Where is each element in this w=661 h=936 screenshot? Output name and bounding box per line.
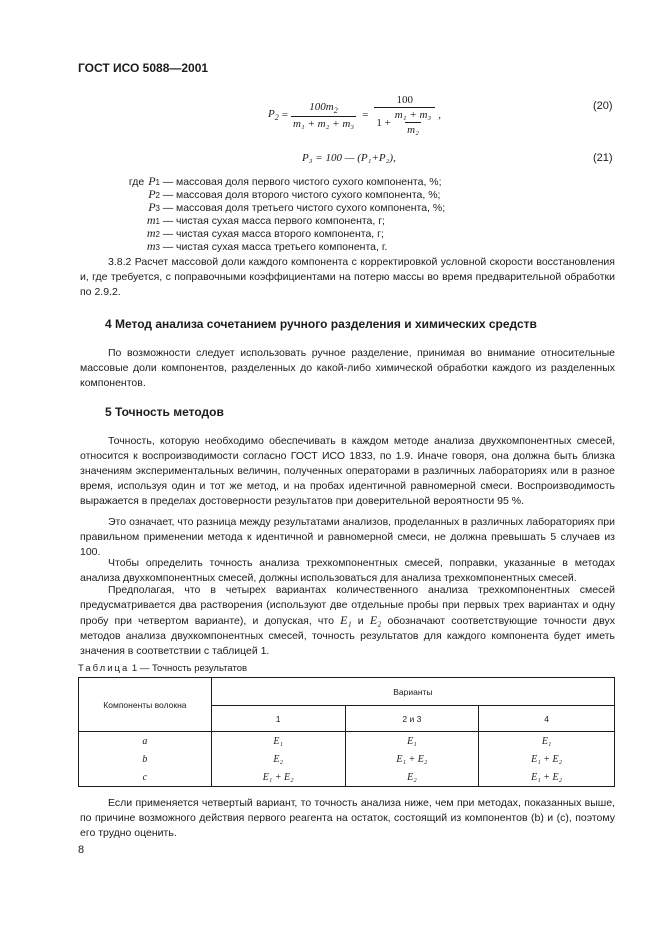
section-5-paragraph-1: Точность, которую необходимо обеспечивать в каждом методе анализа двухкомпонентных смесей, относится к воспроизводимости согласно ГОСТ ИСО 1833, по 1.9. Иначе говоря, она должна быть близка значениям экспериментальных величин, полученных операторами в различных лабораториях или в разное время, используя один и тот же метод, и на пробах идентичной равномерной смеси. Воспроизводимость выражается в пределах достоверности результатов при доверительной вероятности 95 %. [80, 435, 615, 507]
legend-row: m 3 — чистая сухая масса третьего компонента, г. [146, 239, 388, 253]
table-cell: E₁ [479, 732, 615, 751]
table-cell: E₁ + E₂ [211, 768, 345, 787]
page-header: ГОСТ ИСО 5088—2001 [78, 61, 209, 75]
table-cell: b [79, 750, 212, 768]
section-4-paragraph: По возможности следует использовать ручное разделение, принимая во внимание относительные массовые доли компонентов, разделенных до какой-либо химической обработки каждого из разделенных компонентов. [80, 347, 615, 389]
section-5-paragraph-3: Чтобы определить точность анализа трехкомпонентных смесей, поправки, указанные в методах анализа двухкомпонентных смесей, должны использоваться для анализа трехкомпонентных смесей. [80, 557, 615, 584]
equation-21-number: (21) [593, 152, 613, 164]
legend-row: m 1 — чистая сухая масса первого компонента, г; [146, 213, 385, 227]
table-cell: E₁ + E₂ [479, 768, 615, 787]
equation-20: $P_2$ = $\frac{100m_2}{\text{m₁ + m₂ + m₃}}$ = 100 1 + $\frac{\text{m₁ + m₃}}{\text{m₂}}$ , [268, 94, 442, 136]
table-caption: Таблица 1 — Точность результатов [78, 663, 248, 674]
page-number: 8 [78, 844, 85, 856]
table-row [79, 750, 615, 768]
table-cell: a [79, 732, 212, 751]
section-5-paragraph-2: Это означает, что разница между результатами анализов, проделанных в различных лабораториях при правильном применении метода к идентичной и равномерной смеси, не должна превышать 5 случаев из 100. [80, 516, 615, 558]
eq20-fraction-1: $\frac{100m_2}{\text{m₁ + m₂ + m₃}}$ [292, 100, 355, 130]
legend-row: m 2 — чистая сухая масса второго компонента, г; [146, 226, 384, 240]
table-row [79, 732, 615, 751]
paragraph-3-8-2: 3.8.2 Расчет массовой доли каждого компонента с корректировкой условной скорости восстановления и, где требуется, с поправочными коэффициентами на потерю массы во время предварительной обработки по 2.9.2. [80, 256, 615, 298]
eq20-fraction-2: 100 1 + $\frac{\text{m₁ + m₃}}{\text{m₂}}$ [374, 94, 435, 136]
table-cell: E₁ + E₂ [345, 750, 479, 768]
eq20-lhs: $P_2$ [268, 108, 279, 122]
accuracy-table [78, 677, 615, 787]
legend-row: P 3 — массовая доля третьего чистого сухого компонента, %; [148, 200, 446, 214]
table-header-components: Компоненты волокна [79, 678, 212, 732]
table-cell: E₁ + E₂ [479, 750, 615, 768]
table-header-variants: Варианты [211, 678, 614, 706]
table-cell: E₁ [211, 732, 345, 751]
table-cell: E₂ [211, 750, 345, 768]
table-variant-header: 1 [211, 706, 345, 732]
symbol-legend [80, 175, 445, 253]
table-cell: E₂ [345, 768, 479, 787]
table-variant-header: 2 и 3 [345, 706, 479, 732]
equation-20-number: (20) [593, 100, 613, 112]
legend-row: P 2 — массовая доля второго чистого сухого компонента, %; [148, 187, 441, 201]
table-cell: E₁ [345, 732, 479, 751]
table-row [79, 768, 615, 787]
equation-21: P₃ = 100 — (P₁+P₂), [302, 152, 396, 164]
table-cell: c [79, 768, 212, 787]
legend-row: где P 1 — массовая доля первого чистого сухого компонента, %; [128, 174, 442, 188]
final-paragraph: Если применяется четвертый вариант, то точность анализа ниже, чем при методах, показанных выше, по причине возможного действия первого реагента на остаток, состоящий из компонентов (b) и (c), поэтому его трудно оценить. [80, 797, 615, 839]
section-5-heading: 5 Точность методов [105, 405, 224, 419]
section-5-paragraph-4: Предполагая, что в четырех вариантах количественного анализа трехкомпонентных смесей предусматривается два растворения (используют две отдельные пробы при первых трех вариантах и одну пробу при четвертом варианте), и допуская, что E₁ и E₂ обозначают соответствующие точности двух методов анализа двухкомпонентных смесей, точность результатов для каждого компонента будет иметь значения в соответствии с таблицей 1. [80, 584, 616, 657]
section-4-heading: 4 Метод анализа сочетанием ручного разделения и химических средств [105, 317, 537, 331]
table-variant-header: 4 [479, 706, 615, 732]
